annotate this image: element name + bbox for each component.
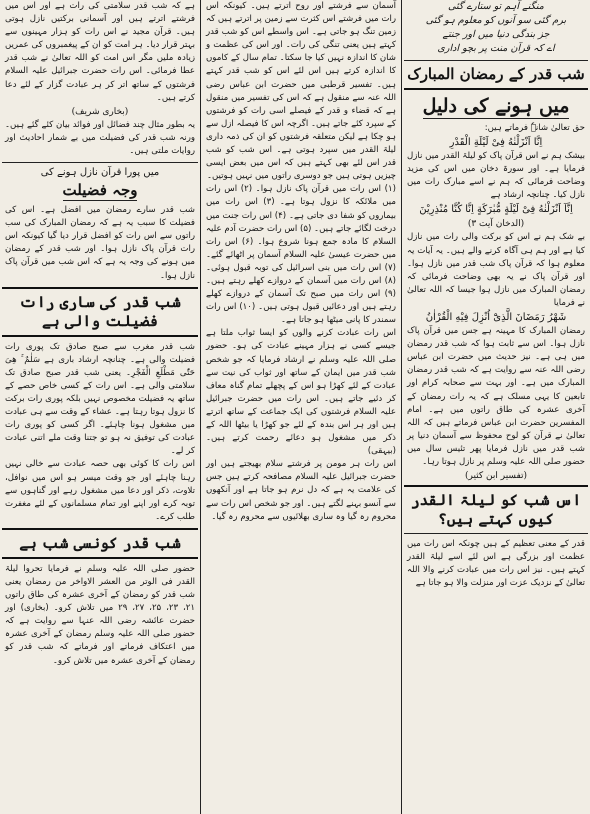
column-divider — [200, 0, 201, 814]
middle-column — [203, 0, 399, 814]
paragraph: یہ بطور مثال چند فضائل اور فوائد بیان کئے گئے ہیں۔ ورنہ شب قدر کی فضیلت میں بے شمار احادیث اور روایات ملتی ہیں۔ — [5, 119, 195, 156]
paragraph: شب قدر سارے رمضان میں افضل ہے۔ اس کی فضیلت کا سبب یہ ہے کہ رمضان المبارک کی سب راتوں سے اس رات کو افضل قرار دیا گیا کیونکہ اس رات قرآن پاک نازل ہوا۔ اور شب قدر کے رمضان میں ہونے کی وجہ یہ ہے کہ اس شب میں قرآن پاک نازل ہوا۔ — [5, 205, 195, 281]
section-title: شب قدر کی ساری رات فضیلت والی ہے — [19, 292, 181, 330]
subtitle-text: میں ہونے کی دلیل — [422, 95, 570, 117]
poem-line: اے کہ قرآن منت پر بچو اداری — [437, 43, 555, 54]
section-title: شب قدر کونسی شب ہے — [19, 533, 181, 552]
section-title-text: وجہ فضیلت — [62, 181, 138, 200]
quran-verse: شَهْرُ رَمَضَانَ الَّذِىْٓ اُنْزِلَ فِيْهِ الْقُرْاٰنُ — [425, 312, 567, 324]
section-title — [4, 181, 196, 201]
divider — [2, 162, 198, 163]
paragraph: اس رات عبادت کرنے والوں کو ایسا ثواب ملتا ہے جیسے کسی نے ہزار مہینے عبادت کی ہو۔ حضور صلی اللہ علیہ وسلم نے ارشاد فرمایا کہ جو شخص شب قدر میں ایمان کے ساتھ اور ثواب کی نیت سے عبادت کے لئے کھڑا ہو اس کے پچھلے تمام گناہ معاف کر دئیے جاتے ہیں۔ اس رات میں حضرت جبرائیل علیہ السلام فرشتوں کی ایک جماعت کے ساتھ اترتے ہیں اور ہر اس بندہ کے لئے جو کھڑا یا بیٹھا اللہ کے ذکر میں مشغول ہو دعائے رحمت کرتے ہیں۔ (بیہقی) — [206, 328, 396, 457]
poem-line: برم گئی سو آنوں کو معلوم ہو گئی — [425, 15, 567, 26]
hadith-reference: (بخاری شریف) — [71, 106, 129, 117]
quran-verse: اِنَّا اَنْزَلْنٰهُ فِىْ لَيْلَةِ الْقَدْرِ — [449, 137, 543, 149]
paragraph: اس رات ہر مومن پر فرشتے سلام بھیجتے ہیں اور حضرت جبرائیل علیہ السلام مصافحہ کرتے ہیں جس کی علامت یہ ہے کہ دل نرم ہو جاتا ہے اور آنکھوں سے آنسو بہنے لگتے ہیں۔ اور جو شخص اس رات سے محروم رہ گیا وہ ساری بھلائیوں سے محروم رہ گیا۔ — [206, 459, 396, 522]
right-column — [404, 0, 588, 814]
paragraph: اس رات کا کوئی بھی حصہ عبادت سے خالی نہیں رہنا چاہئے اور جو وقت میسر ہو اس میں نوافل، تلاوت، ذکر اور دعا میں مشغول رہے اور گناہوں سے توبہ کرے اور اپنے اور تمام مسلمانوں کے لئے مغفرت طلب کرے۔ — [5, 459, 195, 522]
left-column — [2, 0, 198, 814]
divider — [2, 335, 198, 337]
poem-line: جز بندگی دنیا میں اور جنتے — [442, 29, 550, 40]
paragraph: قدر کے معنی تعظیم کے ہیں چونکہ اس رات میں عظمت اور بزرگی ہے اس لئے اسے لیلۃ القدر کہتے ہیں۔ نیز اس رات میں عبادت کرنے والا اللہ تعالیٰ کے نزدیک عزت اور منزلت والا ہو جاتا ہے — [407, 539, 585, 589]
paragraph: (۱) اس رات میں قرآن پاک نازل ہوا۔ (۲) اس رات میں ملائکہ کا نزول ہوتا ہے۔ (۳) اس رات میں بیماروں کو شفا دی جاتی ہے۔ (۴) اس رات جنت میں درخت لگائے جاتے ہیں۔ (۵) اس رات حضرت آدم علیہ السلام کا مادہ جمع ہونا شروع ہوا۔ (۶) اس رات میں حضرت عیسیٰ علیہ السلام آسمان پر اٹھائے گئے۔ (۷) اس رات میں بنی اسرائیل کی توبہ قبول ہوئی۔ (۸) اس رات میں آسمان کے دروازے کھلے رہتے ہیں۔ (۹) اس رات میں صبح تک آسمان کے دروازے کھلے رہتے ہیں اور دعائیں قبول ہوتی ہیں۔ (۱۰) اس رات سمندر کا پانی میٹھا ہو جاتا ہے۔ — [206, 184, 397, 326]
divider — [404, 60, 588, 61]
paragraph: رمضان المبارک کا مہینہ ہے جس میں قرآن پاک نازل ہوا۔ اس سے ثابت ہوا کہ شب قدر رمضان میں ہی ہے۔ نیز حدیث میں حضرت ابن عباس رضی اللہ عنہ سے روایت ہے کہ شب قدر رمضان المبارک میں ہے۔ اور بہت سے صحابہ کرام اور تابعین کا یہی مسلک ہے کہ یہ رات رمضان کے آخری عشرہ کی طاق راتوں میں ہے۔ امام المفسرین حضرت ابن عباس فرماتے ہیں کہ اللہ تعالیٰ نے قرآن کو لوح محفوظ سے آسمان دنیا پر شب قدر میں نازل فرمایا پھر تئیس سال میں حضور صلی اللہ علیہ وسلم پر نازل ہوتا رہا۔ — [407, 326, 585, 467]
section-title: اس شب کو لیلۃ القدر کیوں کہتے ہیں؟ — [410, 491, 582, 529]
column-divider — [401, 0, 402, 814]
divider — [2, 528, 198, 530]
paragraph: حضور صلی اللہ علیہ وسلم نے فرمایا تحروا لیلۃ القدر فی الوتر من العشر الاواخر من رمضان یعنی شب قدر کو رمضان کے آخری عشرہ کی طاق راتوں ۲۱، ۲۳، ۲۵، ۲۷، ۲۹ میں تلاش کرو۔ (بخاری) اور حضرت عائشہ رضی اللہ عنہا سے روایت ہے کہ حضور صلی اللہ علیہ وسلم رمضان کے آخری عشرہ میں اعتکاف فرماتے اور فرماتے کہ شب قدر کو رمضان کے آخری عشرہ میں تلاش کرو۔ — [5, 563, 196, 666]
reference: (تفسیر ابن کثیر) — [464, 471, 528, 482]
verse-reference: (الدخان آیت ۳) — [467, 219, 525, 230]
article-title: شب قدر کے رمضان المبارک — [407, 65, 585, 83]
paragraph: آسمان سے فرشتے اور روح اترتے ہیں۔ کیونکہ اس رات میں فرشتے اس کثرت سے زمین پر اترتے ہیں کہ زمین تنگ ہو جاتی ہے۔ اس واسطے اس کو شب قدر کہتے ہیں یعنی تنگی کی رات۔ اور اس کی عظمت و شان کا اندازہ نہیں کیا جا سکتا۔ تمام سال کے کاموں کا اندازہ کرتے ہیں اس لئے اس کو شب قدر کہتے ہیں۔ تفسیر قرطبی میں حضرت ابن عباس رضی اللہ عنہ سے منقول ہے کہ اس کی تفسیر میں منقول ہے کہ قضاء و قدر کے فیصلے اسی رات کو فرشتوں کے سپرد کئے جاتے ہیں۔ اگرچہ اس کا فیصلہ ازل سے ہو چکا ہے لیکن متعلقہ فرشتوں کو ان کی ذمہ داری لیلۃ القدر میں سپرد ہوتی ہے۔ اس شب کو شب قدر اس لئے بھی کہتے ہیں کہ اس میں بعض ایسی چیزیں ہوتی ہیں جو دوسری راتوں میں نہیں ہوتیں۔ — [206, 1, 396, 182]
poem — [404, 0, 588, 56]
divider — [404, 485, 588, 487]
poem-line: منگنے آہم تو ستارے گئی — [448, 1, 544, 12]
divider — [2, 557, 198, 559]
paragraph: بیشک ہم نے اس قرآن پاک کو لیلۃ القدر میں نازل فرمایا ہے۔ اور سورۃ دخان میں اس کی مزید وضاحت فرمائی کہ ہم نے اسے مبارک رات میں نازل کیا۔ چنانچہ ارشاد ہے — [407, 151, 585, 201]
divider — [404, 533, 588, 534]
paragraph: بے شک ہم نے اس کو برکت والی رات میں نازل کیا ہے اور ہم ہی آگاہ کرنے والے ہیں۔ یہ آیات یہ معلوم ہوا کہ قرآن پاک شب قدر میں نازل ہوا۔ اور قرآن پاک نے یہ بھی وضاحت فرمائی کہ رمضان المبارک میں نازل ہوا جیسا کہ اللہ تعالیٰ نے فرمایا — [407, 232, 585, 308]
article-subtitle — [406, 94, 586, 119]
divider — [404, 88, 588, 90]
quran-verse: اِنَّآ اَنْزَلْنٰهُ فِىْ لَيْلَةٍ مُّبٰرَكَةٍ اِنَّا كُنَّا مُنْذِرِيْنَ — [419, 204, 573, 216]
divider — [2, 287, 198, 289]
section-pretitle: میں پورا قرآن نازل ہونے کی — [40, 167, 160, 179]
intro-text: حق تعالیٰ شانہٗ فرماتے ہیں: — [484, 123, 585, 133]
paragraph: شب قدر مغرب سے صبح صادق تک پوری رات فضیلت والی ہے۔ چنانچہ ارشاد باری ہے سَلٰمٌ ۚ هِىَ حَتّٰى مَطْلَعِ الْفَجْرِ۔ یعنی شب قدر صبح صادق تک سلامتی والی ہے۔ اس رات کے کسی خاص حصے کے ساتھ یہ فضیلت مخصوص نہیں بلکہ پوری رات برکت کا نزول ہوتا رہتا ہے۔ عشاء کے وقت سے ہی عبادت میں مشغول ہونا چاہئے۔ اگر کسی کو پوری رات عبادت کی توفیق نہ ہو تو جتنا وقت ملے اتنی عبادت کر لے۔ — [5, 341, 195, 457]
paragraph: ہے کہ شب قدر سلامتی کی رات ہے اور اس میں فرشتے اترتے ہیں اور آسمانی برکتیں نازل ہوتی ہیں۔ قرآن مجید نے اس رات کو ہزار مہینوں سے بہتر قرار دیا۔ ہر امت کو ان کے پیغمبروں کی عمریں زیادہ ملیں مگر اس امت کو اللہ تعالیٰ نے شب قدر عطا فرمائی۔ اس رات حضرت جبرائیل علیہ السلام فرشتوں کے ساتھ اتر کر ہر عبادت گزار کے لئے دعا کرتے ہیں۔ — [5, 1, 195, 103]
